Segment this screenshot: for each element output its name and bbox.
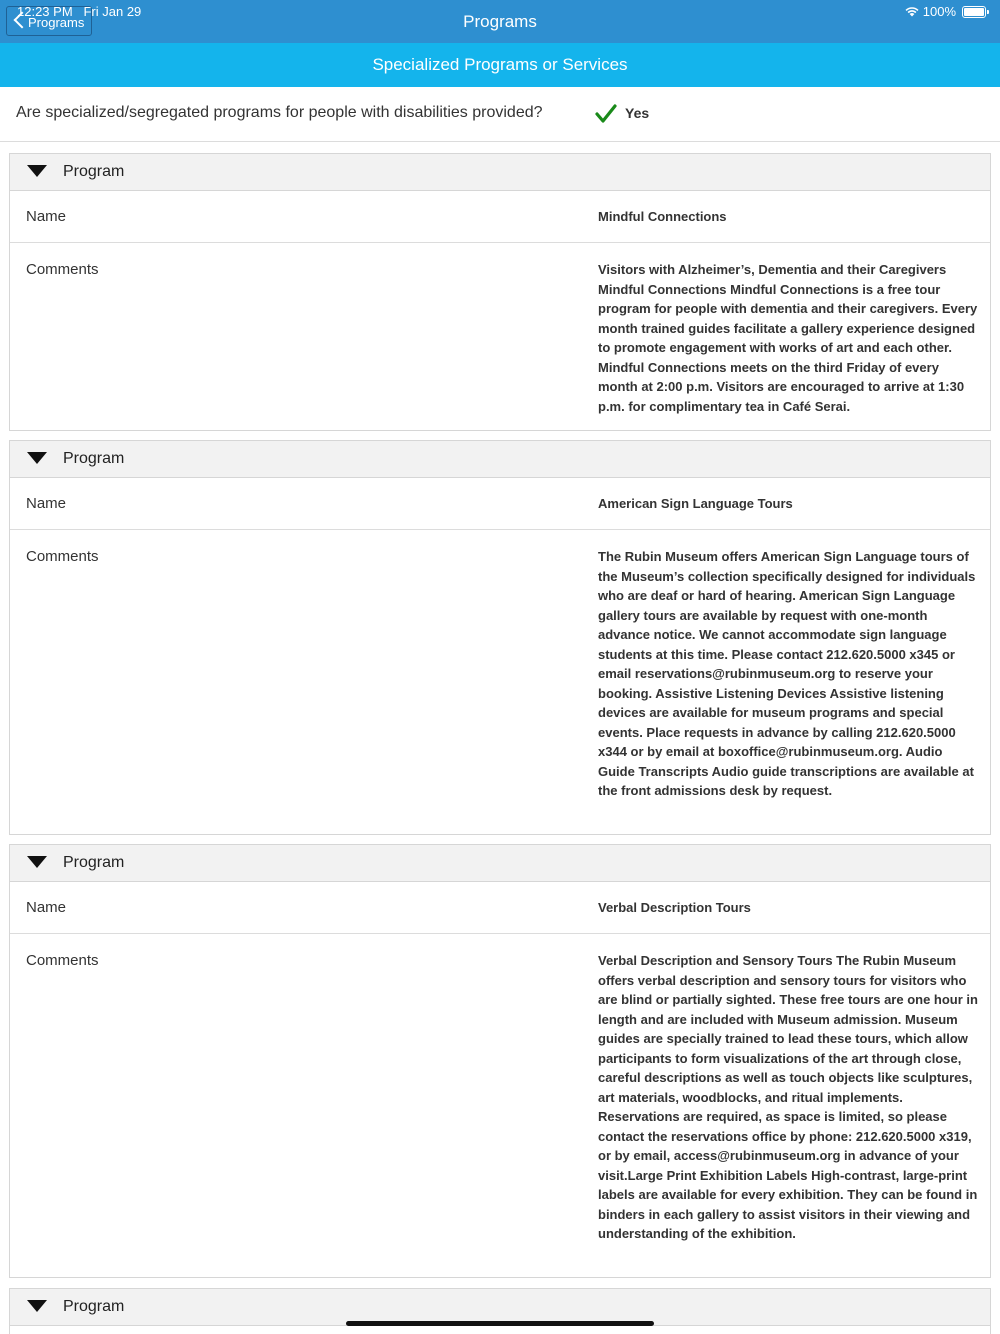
- name-row: [10, 191, 990, 243]
- question-row: [0, 87, 1000, 142]
- name-label: Name: [26, 899, 67, 916]
- comments-label: Comments: [26, 261, 99, 278]
- disclosure-triangle-icon: [27, 452, 47, 464]
- program-card: [9, 1288, 991, 1334]
- checkmark-icon: [595, 104, 617, 124]
- program-header-label: Program: [63, 450, 125, 467]
- program-name: Verbal Description Tours: [598, 900, 751, 915]
- disclosure-triangle-icon: [27, 165, 47, 177]
- comments-label: Comments: [26, 548, 99, 565]
- program-comments: Verbal Description and Sensory Tours The Rubin Museum offers verbal description and sensory tours for visitors who are blind or partially sighted. These free tours are one hour in length and are included with Museum admission. Museum guides are specially trained to lead these tours, which allow participants to form visualizations of the art through close, careful descriptions as well as touch objects like sculptures, art materials, woodblocks, and ritual implements. Reservations are required, as space is limited, so please contact the reservations office by phone: 212.620.5000 x319, or by email, access@rubinmuseum.org in advance of your visit.Large Print Exhibition Labels High-contrast, large-print labels are available for every exhibition. They can be found in binders in each gallery to assist visitors in their viewing and understanding of the exhibition.: [598, 953, 978, 1241]
- status-time: 12:23 PM Fri Jan 29: [17, 4, 142, 19]
- comments-label: Comments: [26, 952, 99, 969]
- disclosure-triangle-icon: [27, 856, 47, 868]
- program-comments: Visitors with Alzheimer’s, Dementia and their Caregivers Mindful Connections Mindful Connections is a free tour program for people with dementia and their caregivers. Every month trained guides facilitate a gallery experience designed to promote engagement with works of art and each other. Mindful Connections meets on the third Friday of every month at 2:00 p.m. Visitors are encouraged to arrive at 1:30 p.m. for complimentary tea in Café Serai.: [598, 262, 978, 414]
- program-header-label: Program: [63, 1298, 125, 1315]
- program-header[interactable]: [10, 154, 990, 191]
- program-header-label: Program: [63, 854, 125, 871]
- program-comments: The Rubin Museum offers American Sign Language tours of the Museum’s collection specifically designed for individuals who are deaf or hard of hearing. American Sign Language gallery tours are available by request with one-month advance notice. We cannot accommodate sign language students at this time. Please contact 212.620.5000 x345 or email reservations@rubinmuseum.org to reserve your booking. Assistive Listening Devices Assistive listening devices are available for museum programs and special events. Place requests in advance by calling 212.620.5000 x344 or by email at boxoffice@rubinmuseum.org. Audio Guide Transcripts Audio guide transcriptions are available at the front admissions desk by request.: [598, 549, 976, 798]
- page-title: Programs: [463, 12, 537, 31]
- program-name: American Sign Language Tours: [598, 496, 793, 511]
- name-label: Name: [26, 495, 67, 512]
- program-header[interactable]: [10, 845, 990, 882]
- back-button-label: Programs: [28, 15, 85, 30]
- name-row: [10, 478, 990, 530]
- program-header[interactable]: [10, 441, 990, 478]
- disclosure-triangle-icon: [27, 1300, 47, 1312]
- battery-percent: 100%: [922, 4, 956, 19]
- section-header: Specialized Programs or Services: [0, 43, 1000, 87]
- question-answer: Yes: [625, 105, 650, 121]
- name-row: [10, 882, 990, 934]
- program-card: [9, 153, 991, 431]
- name-label: Name: [26, 208, 67, 225]
- navigation-bar: [0, 0, 1000, 43]
- program-card: [9, 844, 991, 1278]
- program-name: Mindful Connections: [598, 209, 727, 224]
- program-card: [9, 440, 991, 835]
- program-header-label: Program: [63, 163, 125, 180]
- home-indicator: [346, 1321, 654, 1326]
- question-text: Are specialized/segregated programs for people with disabilities provided?: [16, 104, 543, 121]
